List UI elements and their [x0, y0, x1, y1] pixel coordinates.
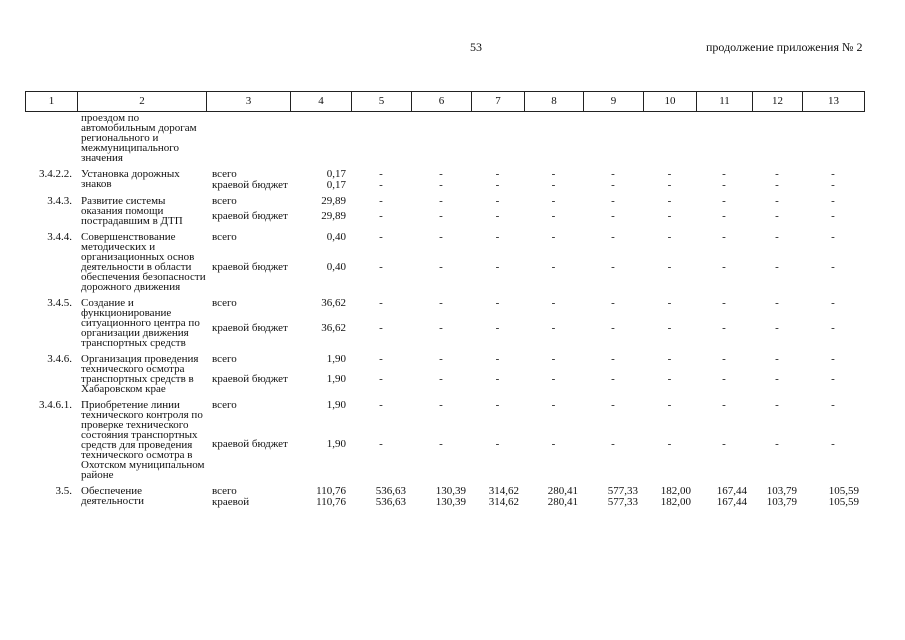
value-cell: -: [439, 321, 443, 334]
table-row: [25, 232, 864, 261]
value-cell: -: [611, 168, 615, 180]
value-cell: -: [551, 231, 556, 243]
value-cell: -: [722, 260, 726, 273]
value-cell: -: [775, 260, 779, 273]
value-cell: -: [495, 260, 500, 273]
column-number-cell: 12: [753, 92, 803, 112]
value-cell: -: [667, 168, 672, 180]
value-cell: -: [831, 260, 835, 273]
row-name: Развитие системы оказания помощи пострадавшим в ДТП: [81, 195, 183, 227]
value-cell: -: [495, 179, 500, 191]
value-cell: -: [667, 353, 672, 365]
funding-source: краевой бюджет: [212, 373, 288, 386]
row-number: 3.4.6.: [47, 353, 72, 365]
value-cell: -: [831, 373, 835, 386]
value-cell: -: [439, 195, 443, 207]
column-number-cell: 10: [644, 92, 697, 112]
value-cell: -: [775, 353, 779, 365]
value-cell: 1,90: [326, 353, 346, 365]
column-number-cell: 3: [207, 92, 291, 112]
value-cell: 110,76: [316, 485, 346, 497]
value-cell: 280,41: [547, 496, 578, 508]
value-cell: -: [495, 297, 500, 309]
value-cell: 103,79: [766, 496, 797, 508]
value-cell: -: [551, 399, 556, 411]
value-cell: 536,63: [375, 485, 406, 497]
row-number: [25, 113, 77, 163]
value-cell: -: [667, 210, 672, 223]
value-cell: 130,39: [435, 485, 466, 497]
row-number: 3.4.6.1.: [39, 399, 72, 411]
value-cell: -: [379, 210, 383, 223]
value-cell: -: [667, 438, 672, 451]
funding-source: краевой бюджет: [212, 210, 288, 223]
value-cell: 314,62: [488, 485, 519, 497]
value-cell: -: [831, 297, 835, 309]
table-row: [25, 486, 864, 496]
value-cell: -: [611, 179, 615, 191]
column-number-cell: 2: [78, 92, 207, 112]
row-name: Организация проведения технического осмотра транспортных средств в Хабаровском крае: [81, 353, 199, 395]
value-cell: -: [551, 297, 556, 309]
value-cell: -: [667, 399, 672, 411]
value-cell: 103,79: [766, 485, 797, 497]
value-cell: -: [439, 231, 443, 243]
value-cell: -: [379, 195, 383, 207]
value-cell: -: [722, 210, 726, 223]
empty-cell: [206, 113, 864, 163]
value-cell: -: [775, 210, 779, 223]
value-cell: -: [379, 399, 383, 411]
value-cell: -: [831, 195, 835, 207]
value-cell: -: [611, 210, 615, 223]
value-cell: -: [379, 438, 383, 451]
value-cell: -: [722, 353, 726, 365]
funding-source: краевой бюджет: [212, 260, 288, 273]
value-cell: -: [551, 321, 556, 334]
value-cell: 1,90: [326, 373, 346, 386]
value-cell: -: [722, 231, 726, 243]
value-cell: -: [551, 179, 556, 191]
value-cell: -: [775, 231, 779, 243]
value-cell: -: [775, 399, 779, 411]
value-cell: -: [551, 353, 556, 365]
value-cell: -: [551, 373, 556, 386]
value-cell: -: [495, 353, 500, 365]
value-cell: -: [831, 321, 835, 334]
funding-source: всего: [212, 168, 237, 180]
row-name: Приобретение линии технического контроля по проверке технического состояния транспортных средств для проведения технического осмотра в Охотском муниципальном районе: [81, 399, 205, 481]
value-cell: -: [379, 168, 383, 180]
value-cell: -: [667, 321, 672, 334]
value-cell: -: [667, 195, 672, 207]
value-cell: 1,90: [326, 399, 346, 411]
value-cell: 167,44: [716, 485, 747, 497]
value-cell: -: [775, 168, 779, 180]
value-cell: -: [379, 353, 383, 365]
value-cell: 182,00: [660, 496, 691, 508]
value-cell: -: [379, 321, 383, 334]
value-cell: 29,89: [321, 195, 346, 207]
value-cell: -: [831, 399, 835, 411]
value-cell: -: [495, 321, 500, 334]
column-number-cell: 7: [472, 92, 525, 112]
funding-source: краевой: [212, 496, 250, 508]
value-cell: -: [611, 260, 615, 273]
funding-source: всего: [212, 485, 237, 497]
value-cell: -: [611, 297, 615, 309]
value-cell: -: [831, 179, 835, 191]
funding-source: всего: [212, 297, 237, 309]
value-cell: 1,90: [326, 438, 346, 451]
value-cell: -: [611, 321, 615, 334]
value-cell: -: [379, 231, 383, 243]
value-cell: -: [722, 297, 726, 309]
value-cell: -: [667, 260, 672, 273]
row-number: 3.4.4.: [47, 231, 72, 243]
value-cell: -: [495, 438, 500, 451]
value-cell: -: [667, 297, 672, 309]
column-number-cell: 6: [412, 92, 472, 112]
value-cell: -: [439, 168, 443, 180]
row-name: Совершенствование методических и организационных основ деятельности в области обеспечения безопасности дорожного движения: [81, 231, 206, 293]
value-cell: 182,00: [660, 485, 691, 497]
value-cell: -: [439, 438, 443, 451]
table-row: [25, 196, 864, 210]
row-name: Установка дорожных знаков: [81, 168, 180, 190]
table-row: [25, 113, 864, 163]
value-cell: 0,40: [326, 231, 346, 243]
value-cell: -: [551, 260, 556, 273]
table-row: [25, 400, 864, 438]
value-cell: -: [611, 231, 615, 243]
value-cell: -: [831, 353, 835, 365]
value-cell: 280,41: [547, 485, 578, 497]
value-cell: -: [551, 168, 556, 180]
value-cell: -: [722, 168, 726, 180]
value-cell: 105,59: [828, 485, 859, 497]
row-name: Создание и функционирование ситуационного центра по организации движения транспортных средств: [81, 297, 200, 349]
value-cell: 314,62: [488, 496, 519, 508]
funding-source: всего: [212, 353, 237, 365]
value-cell: -: [831, 438, 835, 451]
value-cell: -: [495, 210, 500, 223]
value-cell: -: [831, 168, 835, 180]
column-number-cell: 11: [697, 92, 753, 112]
value-cell: -: [551, 438, 556, 451]
funding-source: всего: [212, 195, 237, 207]
funding-source: всего: [212, 231, 237, 243]
value-cell: -: [439, 373, 443, 386]
value-cell: 36,62: [321, 297, 346, 309]
value-cell: 29,89: [321, 210, 346, 223]
value-cell: -: [379, 179, 383, 191]
table-row: [25, 298, 864, 322]
value-cell: -: [722, 399, 726, 411]
continuation-label: продолжение приложения № 2: [706, 40, 863, 54]
value-cell: 577,33: [607, 496, 638, 508]
page-number: 53: [470, 40, 482, 54]
funding-source: краевой бюджет: [212, 179, 288, 191]
value-cell: 536,63: [375, 496, 406, 508]
value-cell: -: [439, 399, 443, 411]
value-cell: -: [775, 179, 779, 191]
value-cell: -: [722, 438, 726, 451]
value-cell: 105,59: [828, 496, 859, 508]
row-name: Обеспечение деятельности: [81, 485, 144, 507]
value-cell: -: [439, 210, 443, 223]
funding-source: краевой бюджет: [212, 438, 288, 451]
budget-table: [25, 113, 864, 507]
value-cell: -: [775, 438, 779, 451]
value-cell: 0,17: [326, 179, 346, 191]
column-number-cell: 4: [291, 92, 352, 112]
value-cell: -: [379, 297, 383, 309]
value-cell: -: [551, 210, 556, 223]
row-name: проездом по автомобильным дорогам регионального и межмуниципального значения: [81, 112, 197, 164]
funding-source: всего: [212, 399, 237, 411]
value-cell: 110,76: [316, 496, 346, 508]
row-number: 3.4.5.: [47, 297, 72, 309]
value-cell: 0,17: [326, 168, 346, 180]
value-cell: -: [611, 438, 615, 451]
value-cell: -: [667, 231, 672, 243]
value-cell: -: [611, 353, 615, 365]
value-cell: -: [722, 179, 726, 191]
column-number-cell: 5: [352, 92, 412, 112]
value-cell: -: [722, 373, 726, 386]
funding-source: краевой бюджет: [212, 321, 288, 334]
value-cell: -: [495, 195, 500, 207]
value-cell: -: [379, 373, 383, 386]
value-cell: -: [775, 195, 779, 207]
column-number-cell: 13: [803, 92, 865, 112]
row-number: 3.5.: [55, 485, 72, 497]
value-cell: -: [667, 373, 672, 386]
value-cell: -: [831, 231, 835, 243]
value-cell: -: [439, 297, 443, 309]
value-cell: -: [495, 399, 500, 411]
table-row: [25, 354, 864, 373]
table-row: [25, 169, 864, 179]
row-number: 3.4.2.2.: [39, 168, 72, 180]
value-cell: -: [551, 195, 556, 207]
value-cell: -: [831, 210, 835, 223]
value-cell: -: [495, 231, 500, 243]
value-cell: -: [379, 260, 383, 273]
value-cell: -: [611, 195, 615, 207]
value-cell: -: [495, 168, 500, 180]
value-cell: -: [722, 195, 726, 207]
value-cell: -: [667, 179, 672, 191]
value-cell: 36,62: [321, 321, 346, 334]
value-cell: 167,44: [716, 496, 747, 508]
value-cell: -: [775, 321, 779, 334]
value-cell: 130,39: [435, 496, 466, 508]
value-cell: -: [775, 297, 779, 309]
value-cell: 577,33: [607, 485, 638, 497]
value-cell: -: [611, 373, 615, 386]
column-number-header: [25, 91, 865, 112]
column-number-cell: 8: [525, 92, 584, 112]
value-cell: -: [775, 373, 779, 386]
column-number-cell: 1: [26, 92, 78, 112]
value-cell: -: [722, 321, 726, 334]
column-number-cell: 9: [584, 92, 644, 112]
value-cell: 0,40: [326, 260, 346, 273]
value-cell: -: [611, 399, 615, 411]
value-cell: -: [439, 353, 443, 365]
value-cell: -: [439, 260, 443, 273]
row-number: 3.4.3.: [47, 195, 72, 207]
value-cell: -: [495, 373, 500, 386]
value-cell: -: [439, 179, 443, 191]
